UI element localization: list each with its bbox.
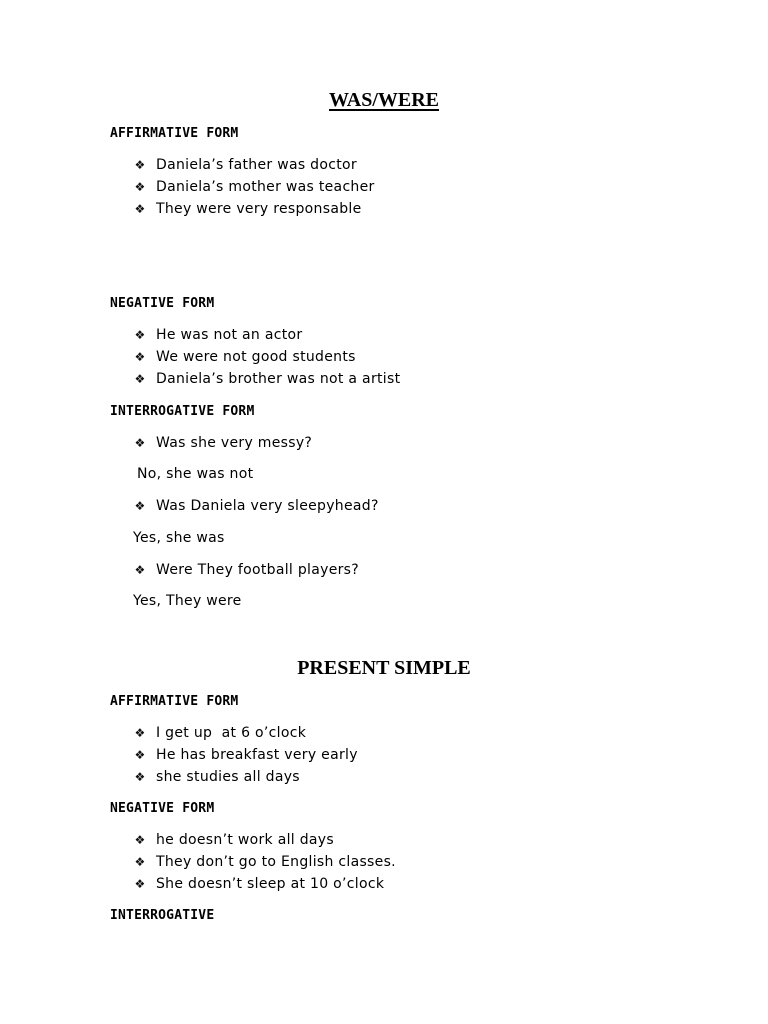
answer-1: No, she was not — [137, 466, 254, 482]
diamond-bullet-icon: ❖ — [134, 563, 146, 577]
diamond-bullet-icon: ❖ — [134, 350, 146, 364]
diamond-bullet-icon: ❖ — [134, 499, 146, 513]
heading-affirmative-form: AFFIRMATIVE FORM — [110, 694, 239, 709]
diamond-bullet-icon: ❖ — [134, 158, 146, 172]
list-item: ❖ she studies all days — [134, 766, 358, 788]
diamond-bullet-icon: ❖ — [134, 372, 146, 386]
section-title-was-were: WAS/WERE — [328, 89, 440, 111]
list-item: ❖ We were not good students — [134, 346, 400, 368]
diamond-bullet-icon: ❖ — [134, 202, 146, 216]
heading-interrogative-form: INTERROGATIVE FORM — [110, 404, 255, 419]
diamond-bullet-icon: ❖ — [134, 726, 146, 740]
section-title-present-simple: PRESENT SIMPLE — [297, 657, 471, 679]
diamond-bullet-icon: ❖ — [134, 877, 146, 891]
list-item: ❖ She doesn’t sleep at 10 o’clock — [134, 873, 396, 895]
list-item: ❖ They were very responsable — [134, 198, 375, 220]
list-item: ❖ Daniela’s father was doctor — [134, 154, 375, 176]
answer-2: Yes, she was — [133, 530, 225, 546]
list-item: ❖ Daniela’s brother was not a artist — [134, 368, 400, 390]
affirmative-list — [134, 722, 358, 788]
list-item: ❖ He has breakfast very early — [134, 744, 358, 766]
list-item: ❖ I get up at 6 o’clock — [134, 722, 358, 744]
question-1 — [134, 432, 312, 454]
negative-list — [134, 324, 400, 390]
question-2 — [134, 495, 379, 517]
list-item: ❖ Were They football players? — [134, 559, 359, 581]
list-item: ❖ They don’t go to English classes. — [134, 851, 396, 873]
heading-interrogative: INTERROGATIVE — [110, 908, 215, 923]
diamond-bullet-icon: ❖ — [134, 328, 146, 342]
heading-negative-form: NEGATIVE FORM — [110, 801, 215, 816]
diamond-bullet-icon: ❖ — [134, 770, 146, 784]
list-item: ❖ Was Daniela very sleepyhead? — [134, 495, 379, 517]
diamond-bullet-icon: ❖ — [134, 833, 146, 847]
answer-3: Yes, They were — [133, 593, 242, 609]
diamond-bullet-icon: ❖ — [134, 180, 146, 194]
diamond-bullet-icon: ❖ — [134, 436, 146, 450]
diamond-bullet-icon: ❖ — [134, 748, 146, 762]
affirmative-list — [134, 154, 375, 220]
list-item: ❖ Was she very messy? — [134, 432, 312, 454]
heading-negative-form: NEGATIVE FORM — [110, 296, 215, 311]
diamond-bullet-icon: ❖ — [134, 855, 146, 869]
negative-list — [134, 829, 396, 895]
question-3 — [134, 559, 359, 581]
list-item: ❖ Daniela’s mother was teacher — [134, 176, 375, 198]
list-item: ❖ He was not an actor — [134, 324, 400, 346]
heading-affirmative-form: AFFIRMATIVE FORM — [110, 126, 239, 141]
list-item: ❖ he doesn’t work all days — [134, 829, 396, 851]
